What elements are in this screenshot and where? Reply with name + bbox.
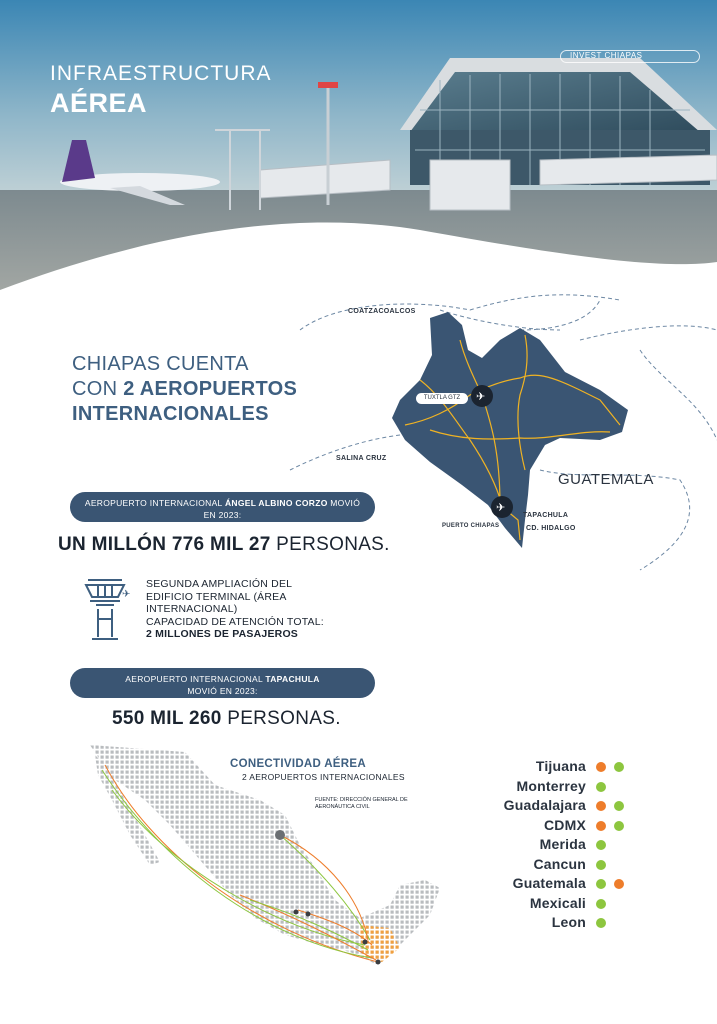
destination-item — [490, 895, 640, 915]
airport2-pill — [70, 668, 375, 698]
label-cd-hidalgo: CD. HIDALGO — [526, 525, 576, 532]
label-guatemala: GUATEMALA — [558, 471, 654, 488]
svg-text:✈: ✈ — [122, 589, 131, 600]
airport1-pill-pre: AEROPUERTO INTERNACIONAL — [84, 498, 225, 508]
airport2-pill-post: MOVIÓ EN 2023: — [187, 686, 258, 696]
label-tuxtla: TUXTLA GTZ — [416, 393, 468, 404]
green-route-dot — [596, 782, 606, 792]
expansion-line1: SEGUNDA AMPLIACIÓN DEL — [146, 578, 293, 590]
airport1-stat-unit: PERSONAS. — [270, 534, 390, 555]
destination-name: Guatemala — [512, 875, 586, 891]
expansion-capacity: 2 MILLONES DE PASAJEROS — [146, 628, 299, 640]
connectivity-subtitle: 2 AEROPUERTOS INTERNACIONALES — [242, 772, 405, 782]
green-route-dot — [596, 918, 606, 928]
airport1-passengers — [58, 534, 390, 556]
destination-name: Guadalajara — [503, 797, 586, 813]
airport1-pill — [70, 492, 375, 522]
destination-name: Cancun — [533, 855, 586, 872]
label-salina-cruz: SALINA CRUZ — [336, 455, 387, 462]
destination-name: Mexicali — [529, 894, 586, 911]
svg-text:✈: ✈ — [476, 391, 486, 403]
green-route-dot — [596, 879, 606, 889]
headline-line2 — [72, 377, 372, 402]
hero-banner — [0, 0, 717, 300]
green-route-dot — [614, 762, 624, 772]
orange-route-dot — [596, 821, 606, 831]
airport2-passengers — [112, 708, 341, 730]
airport2-stat-unit: PERSONAS. — [221, 708, 341, 729]
destination-item — [490, 914, 640, 934]
label-coatzacoalcos: COATZACOALCOS — [348, 308, 416, 315]
orange-route-dot — [596, 801, 606, 811]
headline-line2-pre: CON — [72, 378, 124, 400]
green-route-dot — [614, 801, 624, 811]
expansion-info — [146, 578, 356, 641]
destination-name: CDMX — [543, 816, 586, 833]
destination-name: Tijuana — [535, 758, 586, 774]
airport-photo — [0, 0, 717, 300]
expansion-line2: EDIFICIO TERMINAL (ÁREA — [146, 590, 287, 603]
airport2-stat-value: 550 MIL 260 — [112, 708, 222, 729]
headline — [72, 352, 372, 427]
destination-item — [490, 758, 640, 778]
destination-item — [490, 778, 640, 798]
svg-text:✈: ✈ — [496, 502, 506, 514]
destination-item — [490, 856, 640, 876]
label-tapachula: TAPACHULA — [523, 512, 569, 519]
brand-label: INVEST CHIAPAS — [570, 51, 643, 60]
airport2-pill-pre: AEROPUERTO INTERNACIONAL — [125, 674, 266, 684]
destination-name: Leon — [551, 914, 586, 930]
headline-line2-bold: 2 AEROPUERTOS — [123, 378, 298, 400]
destination-item — [490, 836, 640, 856]
destination-item — [490, 817, 640, 837]
connectivity-title: CONECTIVIDAD AÉREA — [230, 758, 366, 770]
orange-route-dot — [596, 762, 606, 772]
destination-list — [490, 758, 640, 934]
orange-route-dot — [614, 879, 624, 889]
airport2-pill-name: TAPACHULA — [265, 674, 320, 684]
destination-name: Merida — [539, 836, 586, 852]
destination-item — [490, 797, 640, 817]
destination-item — [490, 875, 640, 895]
expansion-line3: INTERNACIONAL) — [146, 603, 238, 615]
headline-line3-bold: INTERNACIONALES — [72, 403, 269, 425]
headline-line3 — [72, 402, 372, 427]
airport1-pill-name: ÁNGEL ALBINO CORZO — [224, 498, 328, 508]
airport1-stat-value: UN MILLÓN 776 MIL 27 — [58, 534, 271, 555]
airport1-pill-post: MOVIÓ EN 2023: — [203, 498, 361, 520]
expansion-line4: CAPACIDAD DE ATENCIÓN TOTAL: — [146, 615, 324, 628]
destination-name: Monterrey — [516, 777, 586, 794]
green-route-dot — [596, 860, 606, 870]
connectivity-source: FUENTE: DIRECCIÓN GENERAL DE AERONÁUTICA CIVIL — [315, 797, 408, 810]
hero-title-line2: AÉREA — [50, 88, 148, 118]
label-puerto-chiapas: PUERTO CHIAPAS — [442, 523, 500, 529]
green-route-dot — [596, 899, 606, 909]
hero-title-line1: INFRAESTRUCTURA — [50, 62, 272, 85]
green-route-dot — [614, 821, 624, 831]
green-route-dot — [596, 840, 606, 850]
control-tower-icon — [84, 577, 134, 641]
brand-tag — [570, 51, 643, 60]
headline-line1: CHIAPAS CUENTA — [72, 353, 249, 375]
